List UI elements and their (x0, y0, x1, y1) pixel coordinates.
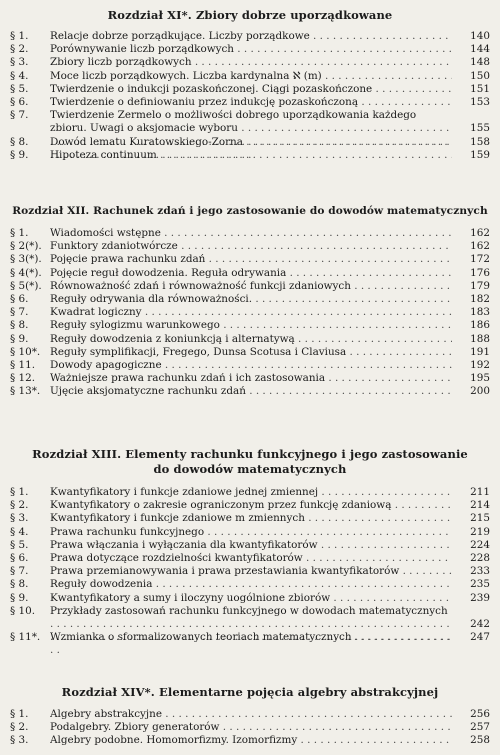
page-number: 151 (452, 83, 490, 96)
section-title: Kwantyfikatory o zakresie ograniczonym przez funkcję zdaniową . . . (50, 499, 454, 512)
section-title: Zbiory liczb porządkowych . . . (50, 56, 454, 69)
section-number: § 5. (10, 82, 29, 95)
section-title: Relacje dobrze porządkujące. Liczby porządkowe . . . (50, 30, 454, 43)
page-number: 155 (452, 122, 490, 135)
section-title: Kwantyfikatory a sumy i iloczyny uogólnione zbiorów . . . (50, 592, 454, 605)
section-title: Twierdzenie o definiowaniu przez indukcję pozaskończoną . . . (50, 96, 454, 109)
chapter-heading: Rozdział XIII. Elementy rachunku funkcyjnego i jego zastosowanie (32, 447, 468, 461)
section-title: Przykłady zastosowań rachunku funkcyjnego w dowodach matematycznych . . . (50, 605, 454, 658)
list-item (0, 280, 500, 293)
section-title: Dowód lematu Kuratowskiego-Zorna . . . (50, 136, 454, 149)
list-item (0, 708, 500, 721)
page-number: 150 (452, 70, 490, 83)
section-number: § 2. (10, 499, 29, 512)
section-number: § 13*. (10, 385, 41, 398)
section-number: § 6. (10, 292, 29, 305)
list-item (0, 319, 500, 332)
section-title: Prawa dotyczące rozdzielności kwantyfikatorów . . . (50, 552, 454, 565)
section-number: § 4(*). (10, 266, 42, 279)
page-number: 188 (452, 333, 490, 346)
section-title: Reguły odrywania dla równoważności. . . . (50, 293, 454, 306)
section-title: Porównywanie liczb porządkowych . . . (50, 43, 454, 56)
list-item (0, 240, 500, 253)
list-item (0, 512, 500, 525)
section-number: § 4. (10, 525, 29, 538)
section-title: Pojęcie prawa rachunku zdań . . . (50, 253, 454, 266)
list-item (0, 306, 500, 319)
section-number: § 9. (10, 591, 29, 604)
section-number: § 2(*). (10, 240, 42, 253)
chapter-heading: Rozdział XIV*. Elementarne pojęcia algebry abstrakcyjnej (61, 685, 439, 699)
list-item (0, 43, 500, 56)
page-number: 258 (452, 734, 490, 747)
list-item (0, 631, 500, 644)
list-item (0, 578, 500, 591)
page-number: 186 (452, 319, 490, 332)
section-title: Prawa przemianowywania i prawa przestawiania kwantyfikatorów . . . (50, 565, 454, 578)
section-title: Reguły dowodzenia z koniunkcją i alternatywą . . . (50, 333, 454, 346)
list-item (0, 592, 500, 605)
page-number: 242 (452, 618, 490, 631)
section-number: § 3. (10, 734, 29, 747)
list-item (0, 552, 500, 565)
page-number: 228 (452, 552, 490, 565)
list-item (0, 83, 500, 96)
section-title: Równoważność zdań i równoważność funkcji zdaniowych . . . (50, 280, 454, 293)
section-title: Reguły sylogizmu warunkowego . . . (50, 319, 454, 332)
section-title: Moce liczb porządkowych. Liczba kardynalna ℵ (m) . . . (50, 70, 454, 83)
list-item (0, 526, 500, 539)
section-number: § 12. (10, 372, 36, 385)
page-number: 200 (452, 385, 490, 398)
section-number: § 5(*). (10, 279, 42, 292)
section-number: § 7. (10, 109, 29, 122)
page-number: 148 (452, 56, 490, 69)
page-number: 159 (452, 149, 490, 162)
list-item (0, 136, 500, 149)
section-number: § 6. (10, 551, 29, 564)
section-title: Kwantyfikatory i funkcje zdaniowe jednej zmiennej . . . (50, 486, 454, 499)
list-item (0, 539, 500, 552)
section-number: § 11*. (10, 631, 41, 644)
list-item (0, 721, 500, 734)
section-number: § 9. (10, 332, 29, 345)
section-title: Ważniejsze prawa rachunku zdań i ich zastosowania . . . (50, 372, 454, 385)
page-number: 256 (452, 708, 490, 721)
page-number: 158 (452, 136, 490, 149)
list-item (0, 333, 500, 346)
section-number: § 10*. (10, 345, 41, 358)
page-number: 192 (452, 359, 490, 372)
list-item (0, 734, 500, 747)
list-item (0, 253, 500, 266)
section-title: Twierdzenie Zermelo o możliwości dobrego uporządkowania każdego zbioru. Uwagi o aksjomacie wyboru . . . (50, 109, 454, 162)
section-title: Kwadrat logiczny . . . (50, 306, 454, 319)
section-title: Reguły symplifikacji, Fregego, Dunsa Scotusa i Claviusa . . . (50, 346, 454, 359)
list-item (0, 486, 500, 499)
list-item (0, 109, 500, 135)
page-number: 235 (452, 578, 490, 591)
list-item (0, 605, 500, 631)
section-number: § 8. (10, 135, 29, 148)
chapter-13-list (0, 486, 500, 644)
list-item (0, 385, 500, 398)
section-number: § 1. (10, 708, 29, 720)
section-title: Hipoteza continuum . . . (50, 149, 454, 162)
list-item (0, 267, 500, 280)
page-number: 195 (452, 372, 490, 385)
section-title: Prawa rachunku funkcyjnego . . . (50, 526, 454, 539)
list-item (0, 149, 500, 162)
section-title: Kwantyfikatory i funkcje zdaniowe m zmiennych . . . (50, 512, 454, 525)
page-number: 182 (452, 293, 490, 306)
list-item (0, 227, 500, 240)
page-number: 214 (452, 499, 490, 512)
list-item (0, 96, 500, 109)
page-number: 176 (452, 267, 490, 280)
section-number: § 7. (10, 306, 29, 319)
section-title: Algebry podobne. Homomorfizmy. Izomorfizmy . . . (50, 734, 454, 747)
chapter-12-list (0, 227, 500, 398)
section-number: § 1. (10, 486, 29, 498)
section-title: Podalgebry. Zbiory generatorów . . . (50, 721, 454, 734)
list-item (0, 499, 500, 512)
section-number: § 3. (10, 512, 29, 525)
page-number: 239 (452, 592, 490, 605)
chapter-heading: Rozdział XI*. Zbiory dobrze uporządkowane (107, 8, 393, 22)
page-number: 144 (452, 43, 490, 56)
page-number: 233 (452, 565, 490, 578)
page-number: 211 (452, 486, 490, 499)
section-number: § 11. (10, 358, 36, 371)
page-number: 179 (452, 280, 490, 293)
page-number: 162 (452, 240, 490, 253)
chapter-heading: Rozdział XII. Rachunek zdań i jego zastosowanie do dowodów matematycznych (12, 205, 488, 217)
page-number: 224 (452, 539, 490, 552)
section-title: Reguły dowodzenia . . . (50, 578, 454, 591)
list-item (0, 346, 500, 359)
page-number: 172 (452, 253, 490, 266)
list-item (0, 70, 500, 83)
section-number: § 8. (10, 319, 29, 332)
list-item (0, 565, 500, 578)
section-title: Algebry abstrakcyjne . . . (50, 708, 454, 721)
page-number: 247 (452, 631, 490, 644)
list-item (0, 56, 500, 69)
section-number: § 1. (10, 227, 29, 239)
list-item (0, 293, 500, 306)
chapter-14-list (0, 708, 500, 748)
list-item (0, 372, 500, 385)
page-number: 162 (452, 227, 490, 240)
section-number: § 3(*). (10, 253, 42, 266)
section-title: Prawa włączania i wyłączania dla kwantyfikatorów . . . (50, 539, 454, 552)
page-number: 183 (452, 306, 490, 319)
section-number: § 5. (10, 538, 29, 551)
section-title: Ujęcie aksjomatyczne rachunku zdań . . . (50, 385, 454, 398)
page-number: 191 (452, 346, 490, 359)
section-number: § 10. (10, 604, 36, 617)
page-number: 140 (452, 30, 490, 43)
chapter-11-list (0, 30, 500, 162)
section-title: Funktory zdaniotwórcze . . . (50, 240, 454, 253)
page-number: 215 (452, 512, 490, 525)
chapter-heading-line2: do dowodów matematycznych (153, 462, 347, 476)
section-number: § 2. (10, 721, 29, 734)
page-number: 257 (452, 721, 490, 734)
section-number: § 3. (10, 56, 29, 69)
section-title: Dowody apagogiczne . . . (50, 359, 454, 372)
section-title: Pojęcie reguł dowodzenia. Reguła odrywania . . . (50, 267, 454, 280)
section-number: § 6. (10, 95, 29, 108)
list-item (0, 359, 500, 372)
section-number: § 7. (10, 565, 29, 578)
section-number: § 8. (10, 578, 29, 591)
section-number: § 9. (10, 148, 29, 161)
page-number: 219 (452, 526, 490, 539)
section-number: § 2. (10, 43, 29, 56)
section-title: Twierdzenie o indukcji pozaskończonej. Ciągi pozaskończone . . . (50, 83, 454, 96)
section-title: Wzmianka o sformalizowanych teoriach matematycznych . . . (50, 631, 454, 644)
list-item (0, 30, 500, 43)
page-number: 153 (452, 96, 490, 109)
section-title: Wiadomości wstępne . . . (50, 227, 454, 240)
section-number: § 4. (10, 69, 29, 82)
section-number: § 1. (10, 30, 29, 42)
